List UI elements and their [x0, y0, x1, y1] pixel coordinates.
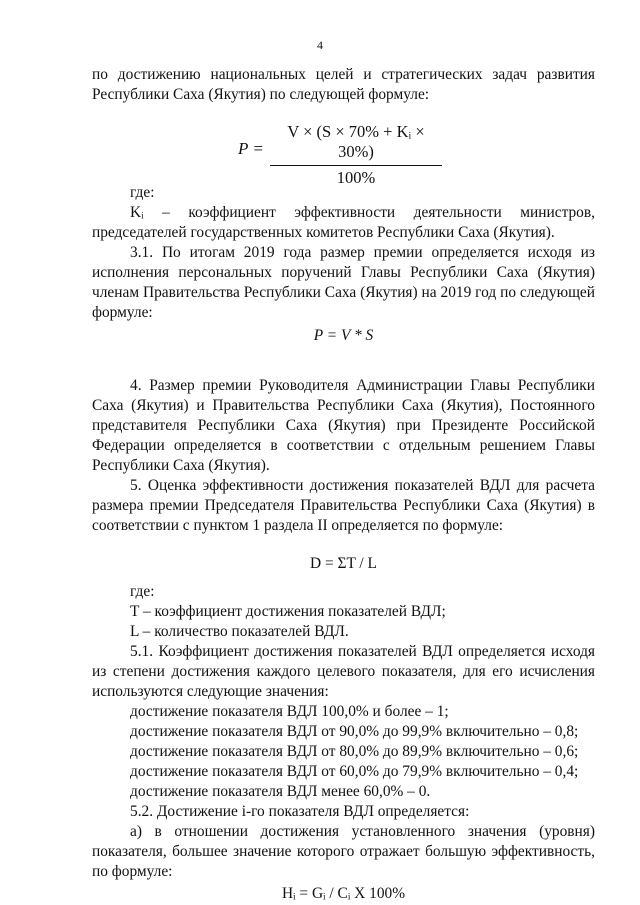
value-item: достижение показателя ВДЛ менее 60,0% – 0.	[130, 783, 431, 800]
value-item: достижение показателя ВДЛ от 60,0% до 79,9% включительно – 0,4;	[130, 763, 579, 780]
paragraph-5-1: 5.1. Коэффициент достижения показателей ВДЛ определяется исходя из степени достижения каждого целевого показателя, для его исчисления используются следующие значения:	[92, 643, 595, 700]
where-label-2: где:	[130, 583, 155, 600]
value-item: достижение показателя ВДЛ от 90,0% до 99,9% включительно – 0,8;	[130, 723, 579, 740]
paragraph-3-1: 3.1. По итогам 2019 года размер премии определяется исходя из исполнения персональных поручений Главы Республики Саха (Якутия) членам Правительства Республики Саха (Якутия) на 2019 год по следующей формуле:	[92, 244, 595, 321]
formula-d: D = ΣT / L	[310, 555, 377, 572]
value-item: достижение показателя ВДЛ 100,0% и более – 1;	[130, 703, 449, 720]
spacer	[92, 536, 595, 554]
document-body	[92, 65, 595, 904]
l-definition: L – количество показателей ВДЛ.	[130, 623, 349, 640]
intro-line-2: Республики Саха (Якутия) по следующей формуле:	[92, 86, 430, 103]
value-item: достижение показателя ВДЛ от 80,0% до 89,9% включительно – 0,6;	[130, 743, 579, 760]
intro-line-1: по достижению национальных целей и стратегических задач развития	[92, 66, 595, 83]
paragraph-5: 5. Оценка эффективности достижения показателей ВДЛ для расчета размера премии Председателя Правительства Республики Саха (Якутия) в соответствии с пунктом 1 раздела II определяется по формуле:	[92, 477, 595, 534]
fraction-bar	[270, 165, 442, 166]
page-number: 4	[317, 38, 323, 52]
t-definition: T – коэффициент достижения показателей ВДЛ;	[130, 603, 446, 620]
paragraph-5-2: 5.2. Достижение i-го показателя ВДЛ определяется:	[130, 803, 470, 820]
spacer	[92, 574, 595, 582]
ki-definition-line-1: Kᵢ – коэффициент эффективности деятельности министров,	[130, 204, 595, 221]
formula-numerator: V × (S × 70% + Kᵢ × 30%)	[287, 122, 425, 161]
ki-definition-line-2: председателей государственных комитетов Республики Саха (Якутия).	[92, 224, 555, 241]
paragraph-4: 4. Размер премии Руководителя Администрации Главы Республики Саха (Якутия) и Правительства Республики Саха (Якутия), Постоянного представителя Республики Саха (Якутия) при Президенте Российской Федерации определяется в соответствии с отдельным решением Главы Республики Саха (Якутия).	[92, 377, 595, 474]
paragraph-5-2-a: а) в отношении достижения установленного значения (уровня) показателя, большее значение которого отражает большую эффективность, по формуле:	[92, 823, 595, 880]
formula-p-v-s: P = V * S	[313, 327, 374, 344]
formula-denominator: 100%	[336, 168, 376, 187]
formula-fraction	[270, 122, 442, 188]
spacer	[92, 346, 595, 376]
where-label-1: где:	[130, 184, 155, 201]
premium-formula	[92, 119, 595, 187]
formula-lhs: P =	[238, 139, 264, 158]
formula-h: Hᵢ = Gᵢ / Cᵢ X 100%	[281, 885, 406, 902]
